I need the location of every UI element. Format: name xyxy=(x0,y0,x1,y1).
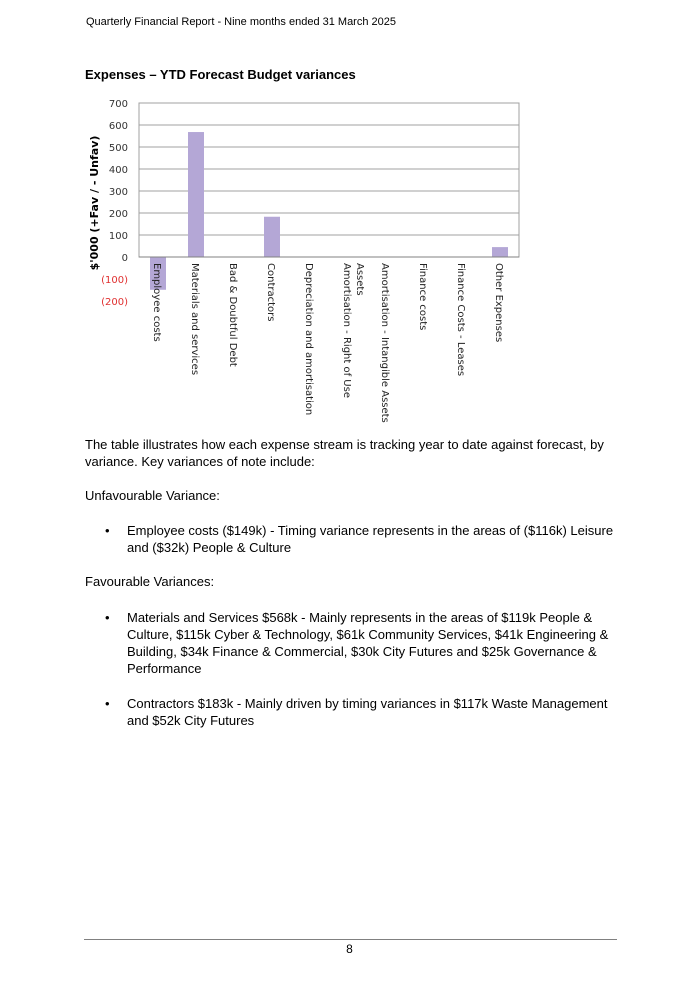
x-tick-label xyxy=(265,263,276,321)
y-tick-label: 500 xyxy=(108,143,128,154)
report-header: Quarterly Financial Report - Nine months ended 31 March 2025 xyxy=(86,16,396,28)
x-tick-label-line: Employee costs xyxy=(151,263,162,342)
y-tick-label: 400 xyxy=(108,165,128,176)
x-tick-label-line: Bad & Doubtful Debt xyxy=(227,263,238,367)
x-tick-label-line: Amortisation - Right of Use xyxy=(341,263,352,398)
y-tick-label: 700 xyxy=(108,99,128,110)
unfavourable-heading: Unfavourable Variance: xyxy=(85,488,220,503)
x-tick-label-line: Materials and services xyxy=(189,263,200,376)
intro-paragraph: The table illustrates how each expense stream is tracking year to date against forecast, by variance. Key variances of note include: xyxy=(85,437,604,469)
x-tick-label-line: Finance costs xyxy=(417,263,428,331)
section-title: Expenses – YTD Forecast Budget variances xyxy=(85,67,356,82)
x-tick-label xyxy=(151,263,162,342)
y-tick-label: 200 xyxy=(108,209,128,220)
bar xyxy=(188,132,204,257)
x-tick-label-line: Assets xyxy=(354,263,365,296)
variance-bar-chart xyxy=(0,0,699,430)
page-number: 8 xyxy=(346,942,353,956)
bar xyxy=(492,247,508,257)
x-tick-label xyxy=(227,263,238,367)
x-tick-label xyxy=(493,263,504,342)
x-tick-label-line: Other Expenses xyxy=(493,263,504,343)
x-tick-label xyxy=(341,263,365,398)
y-tick-label: (100) xyxy=(101,275,128,286)
x-tick-label-line: Finance Costs - Leases xyxy=(455,263,466,377)
x-tick-label xyxy=(303,263,314,415)
y-axis-label: $'000 (+Fav / - Unfav) xyxy=(88,135,101,271)
bullet-dot: • xyxy=(105,610,110,625)
bullet-text: Employee costs ($149k) - Timing variance represents in the areas of ($116k) Leisure and ($32k) People & Culture xyxy=(127,523,614,555)
x-tick-label-line: Depreciation and amortisation xyxy=(303,263,314,416)
y-tick-label: 300 xyxy=(108,187,128,198)
footer-divider xyxy=(84,939,617,940)
x-tick-label-line: Amortisation - Intangible Assets xyxy=(379,263,390,423)
x-tick-label xyxy=(189,263,200,375)
bullet-text: Contractors $183k - Mainly driven by timing variances in $117k Waste Management and $52k City Futures xyxy=(127,696,608,728)
bullet-dot: • xyxy=(105,696,110,711)
y-tick-label: 100 xyxy=(108,231,128,242)
bullet-dot: • xyxy=(105,523,110,538)
x-tick-label xyxy=(455,263,466,376)
y-tick-label: (200) xyxy=(101,297,128,308)
x-tick-label-line: Contractors xyxy=(265,263,276,322)
y-tick-label: 0 xyxy=(121,253,128,264)
y-tick-label: 600 xyxy=(108,121,128,132)
x-tick-label xyxy=(417,263,428,330)
favourable-heading: Favourable Variances: xyxy=(85,574,215,589)
x-tick-label xyxy=(379,263,390,423)
bar xyxy=(264,217,280,257)
bullet-text: Materials and Services $568k - Mainly represents in the areas of $119k People & Culture, $115k Cyber & Technology, $61k Community Services, $41k Engineering & Building, $34k Finance & Commercial, $30k City Futures and $25k Governance & Performance xyxy=(127,610,609,676)
